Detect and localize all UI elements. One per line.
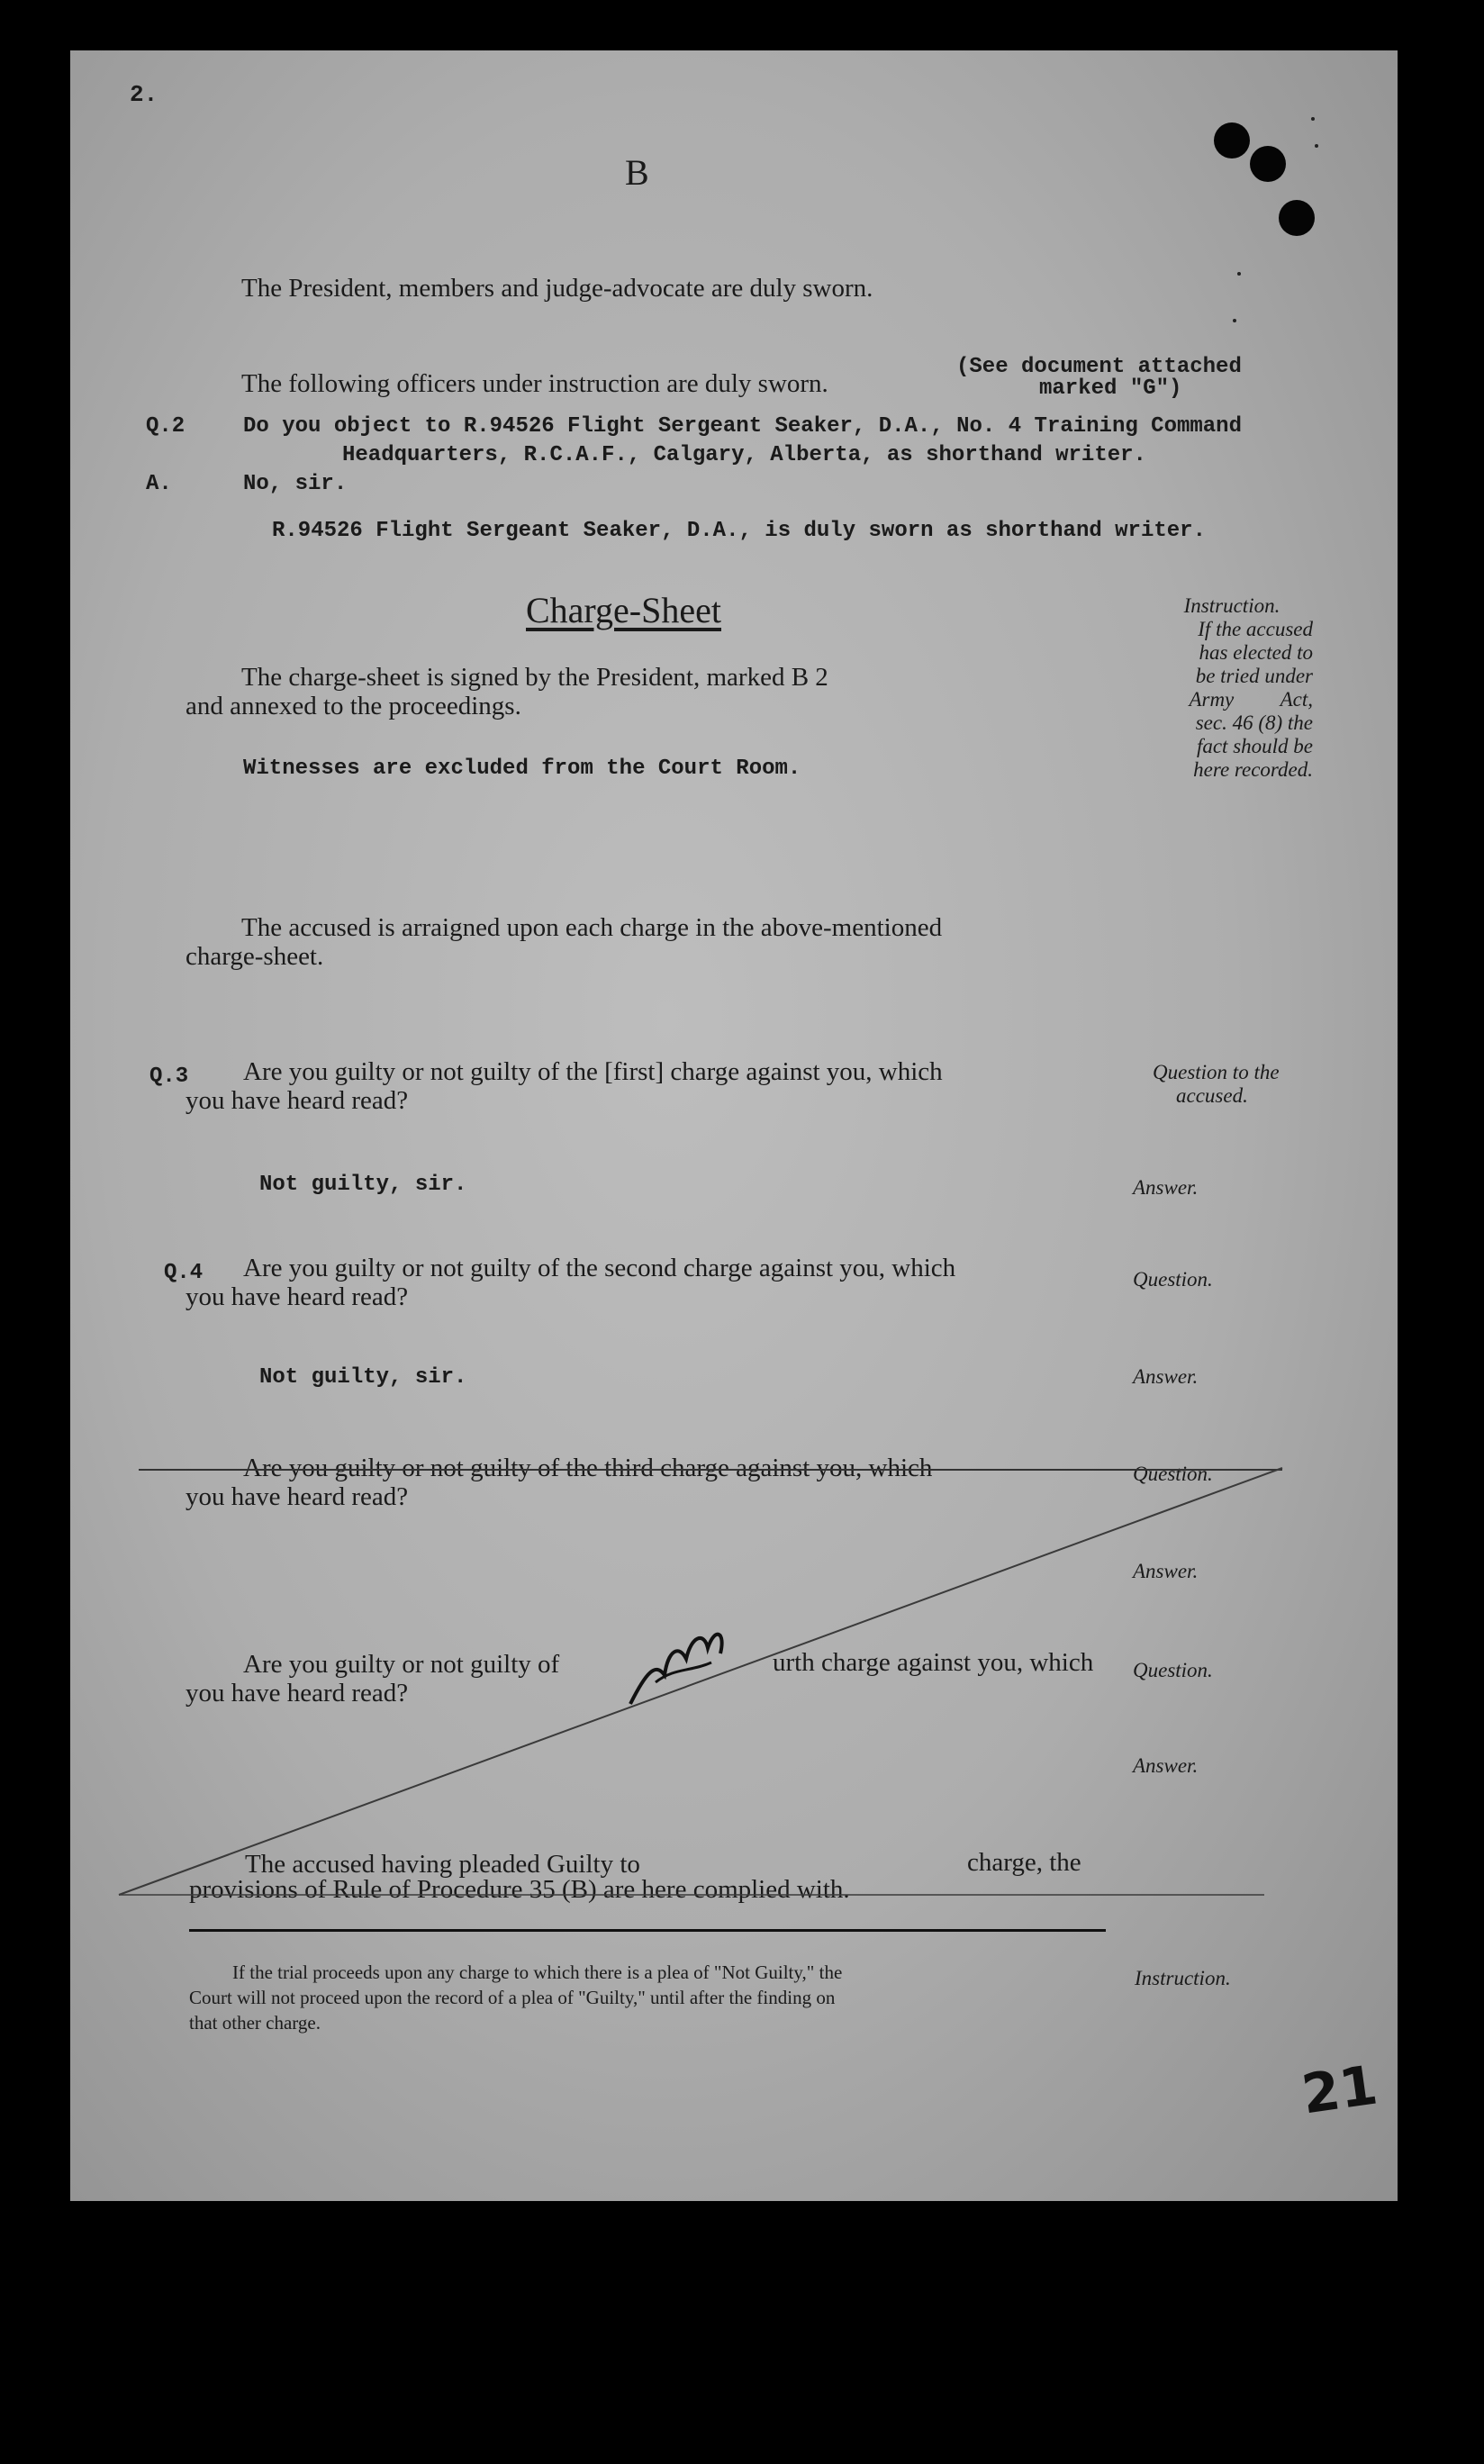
handwritten-scribble xyxy=(630,1635,722,1704)
q2-label: Q.2 xyxy=(146,414,186,439)
q4-side: Question. xyxy=(1133,1268,1213,1291)
charge-sheet-line1: The charge-sheet is signed by the President, marked B 2 xyxy=(241,663,828,692)
q-third-side: Question. xyxy=(1133,1463,1213,1485)
q3-line1: Are you guilty or not guilty of the [first] charge against you, which xyxy=(243,1057,943,1086)
footer-instruction-line1: If the trial proceeds upon any charge to which there is a plea of "Not Guilty," the xyxy=(232,1961,843,1983)
q-fourth-side: Question. xyxy=(1133,1659,1213,1681)
q-fourth-line2: you have heard read? xyxy=(186,1679,409,1708)
arraigned-line1: The accused is arraigned upon each charge in the above-mentioned xyxy=(241,913,943,942)
q-fourth-line1a: Are you guilty or not guilty of xyxy=(243,1650,560,1679)
pleaded-line2: provisions of Rule of Procedure 35 (B) are here complied with. xyxy=(189,1875,850,1904)
q4-answer: Not guilty, sir. xyxy=(259,1365,467,1390)
footer-instruction-line2: Court will not proceed upon the record of a plea of "Guilty," until after the finding on xyxy=(189,1987,836,2008)
document-page xyxy=(70,50,1398,2201)
section-letter: B xyxy=(625,152,649,193)
instruction-note-line: sec. 46 (8) the xyxy=(1195,711,1313,734)
arraigned-line2: charge-sheet. xyxy=(186,942,324,971)
footer-rule xyxy=(189,1929,1106,1932)
q3-side-line1: Question to the xyxy=(1153,1061,1280,1083)
q2-line2: Headquarters, R.C.A.F., Calgary, Alberta, as shorthand writer. xyxy=(342,443,1146,467)
q3-answer: Not guilty, sir. xyxy=(259,1173,467,1197)
sworn-statement: The President, members and judge-advocate are duly sworn. xyxy=(241,274,873,303)
q4-answer-side: Answer. xyxy=(1133,1365,1199,1388)
q2-line1: Do you object to R.94526 Flight Sergeant Seaker, D.A., No. 4 Training Command xyxy=(243,414,1242,439)
page-number: 2. xyxy=(130,81,158,108)
instruction-note-line: Instruction. xyxy=(1183,594,1280,617)
q3-label: Q.3 xyxy=(149,1064,189,1089)
q-third-line2: you have heard read? xyxy=(186,1482,409,1511)
q2-answer: No, sir. xyxy=(243,472,348,496)
charge-sheet-line2: and annexed to the proceedings. xyxy=(186,692,521,720)
q3-side-line2: accused. xyxy=(1176,1084,1248,1107)
pleaded-line1b: charge, the xyxy=(967,1848,1081,1877)
witnesses-text: Witnesses are excluded from the Court Room. xyxy=(243,756,801,781)
instruction-note-line: fact should be xyxy=(1196,735,1313,757)
instruction-note-line: If the accused xyxy=(1198,618,1313,640)
pleaded-line1a: The accused having pleaded Guilty to xyxy=(245,1850,640,1879)
q3-answer-side: Answer. xyxy=(1133,1176,1199,1199)
instruction-note-line: be tried under xyxy=(1195,665,1313,687)
q-third-answer-side: Answer. xyxy=(1133,1560,1199,1582)
q2-answer-label: A. xyxy=(146,472,172,496)
document-note-line1: (See document attached xyxy=(956,355,1242,379)
q-fourth-answer-side: Answer. xyxy=(1133,1754,1199,1777)
q4-line1: Are you guilty or not guilty of the second charge against you, which xyxy=(243,1254,956,1282)
instruction-note-line: Army Act, xyxy=(1189,688,1313,711)
q4-label: Q.4 xyxy=(164,1261,204,1285)
instruction-note-line: has elected to xyxy=(1199,641,1313,664)
shorthand-sworn: R.94526 Flight Sergeant Seaker, D.A., is duly sworn as shorthand writer. xyxy=(272,519,1206,543)
footer-instruction-side: Instruction. xyxy=(1135,1967,1231,1989)
footer-instruction-line3: that other charge. xyxy=(189,2012,321,2034)
document-note-line2: marked "G") xyxy=(1039,376,1182,401)
instruction-note-line: here recorded. xyxy=(1193,758,1313,781)
strike-line xyxy=(119,1468,1282,1895)
officers-statement: The following officers under instruction are duly sworn. xyxy=(241,369,828,398)
q-fourth-line1b: urth charge against you, which xyxy=(773,1648,1094,1677)
q3-line2: you have heard read? xyxy=(186,1086,409,1115)
q4-line2: you have heard read? xyxy=(186,1282,409,1311)
q-third-line1: Are you guilty or not guilty of the third charge against you, which xyxy=(243,1454,933,1482)
handwritten-page-number: 21 xyxy=(1298,2053,1381,2127)
charge-sheet-heading: Charge-Sheet xyxy=(526,590,721,630)
strikeout-lines xyxy=(70,50,1398,2201)
